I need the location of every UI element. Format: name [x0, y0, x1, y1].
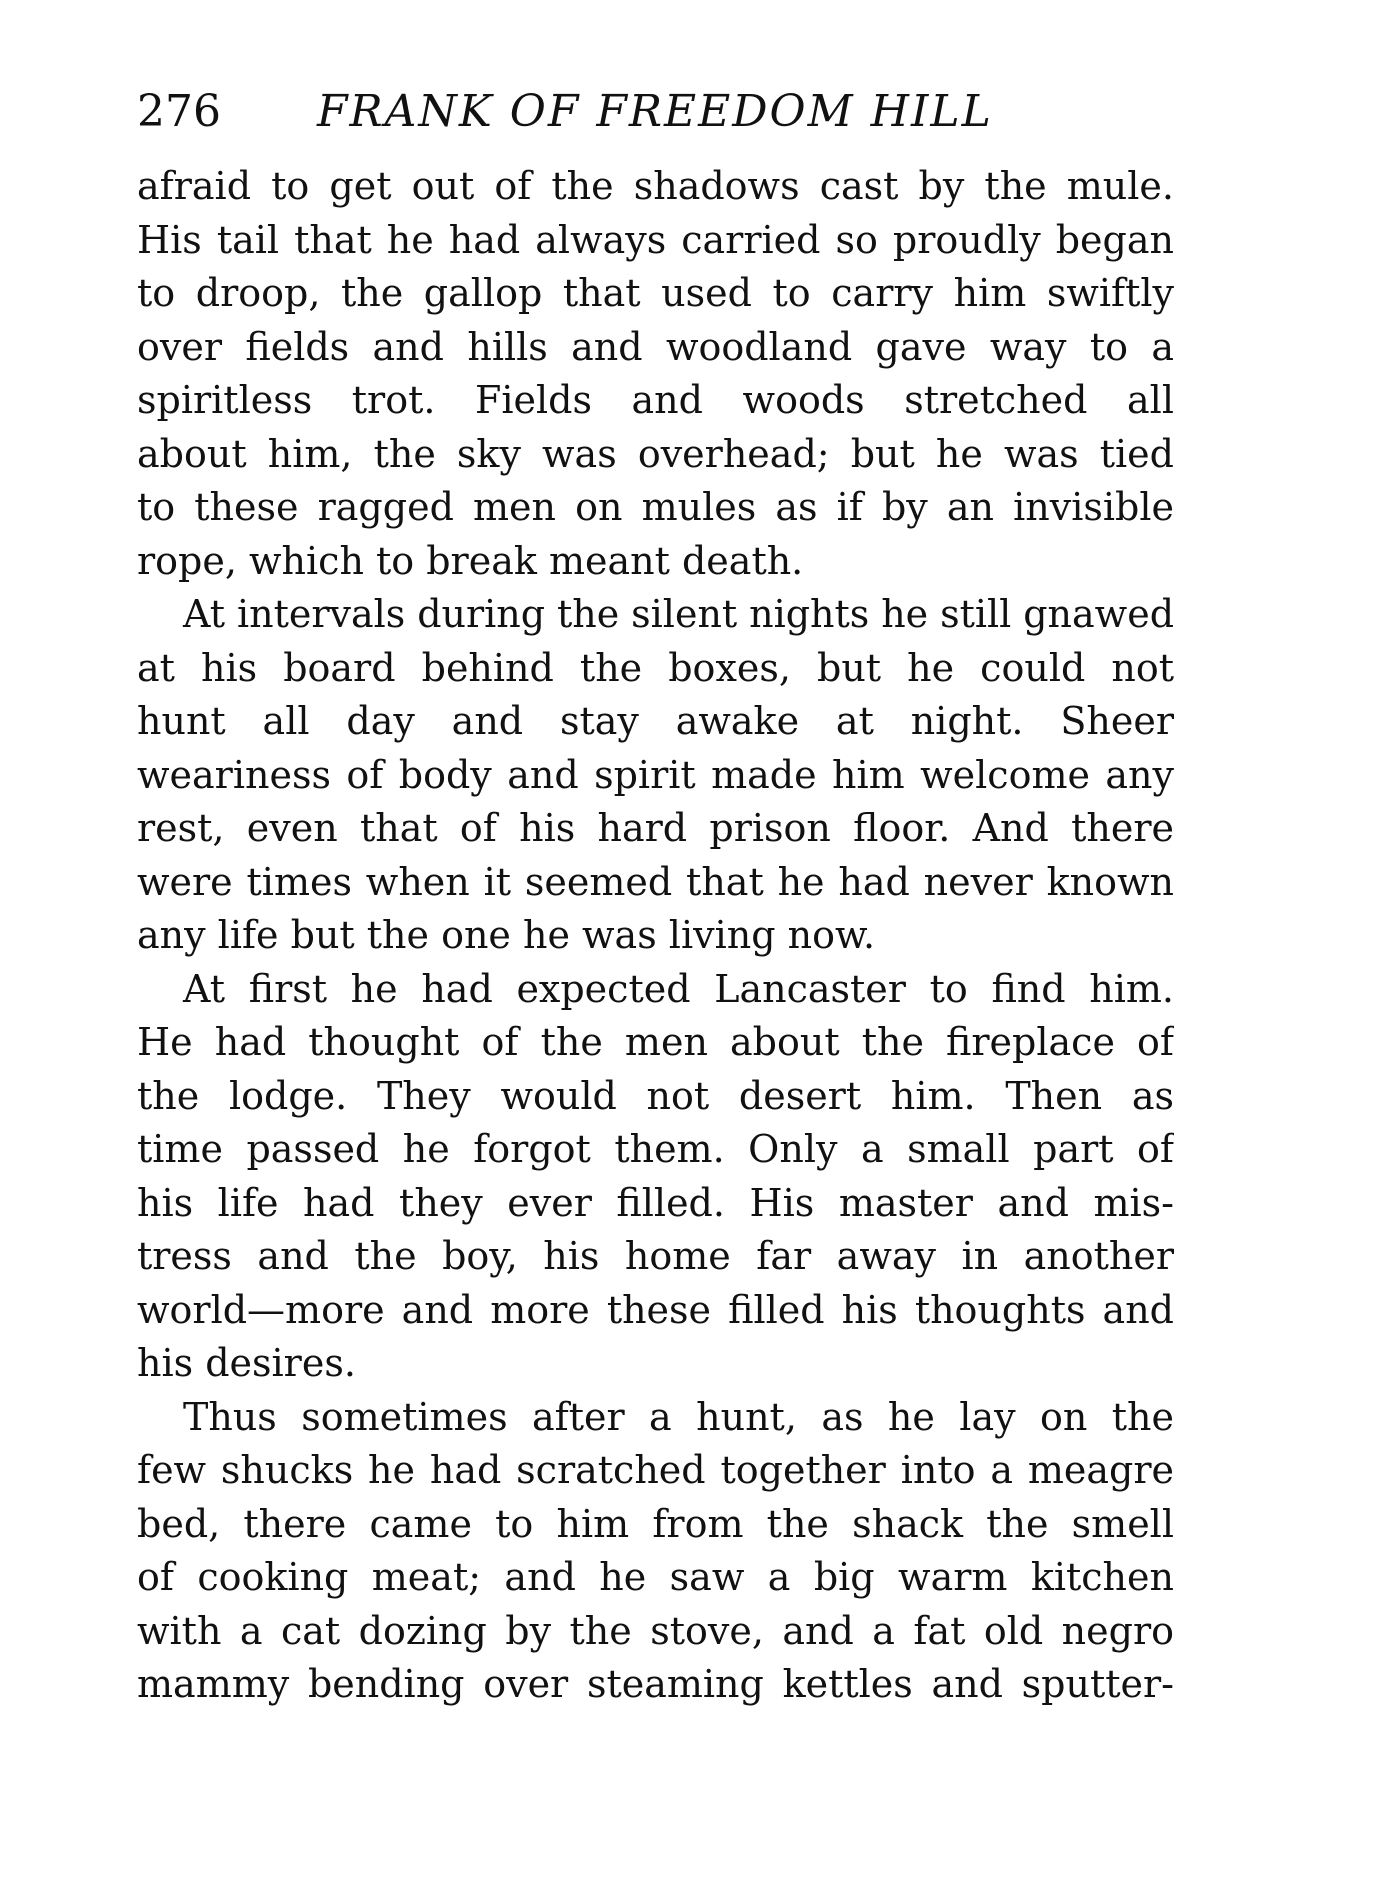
text-line: He had thought of the men about the fireplace of [137, 1020, 1174, 1064]
text-line: at his board behind the boxes, but he could not [137, 645, 1174, 690]
text-line: mammy bending over steaming kettles and sputter- [137, 1662, 1174, 1706]
text-line: over fields and hills and woodland gave way to a [137, 324, 1174, 369]
text-line: Thus sometimes after a hunt, as he lay on the [183, 1394, 1174, 1439]
text-line: about him, the sky was overhead; but he was tied [137, 431, 1174, 476]
text-line: spiritless trot. Fields and woods stretched all [137, 378, 1174, 422]
text-line: rest, even that of his hard prison floor. And there [137, 806, 1174, 850]
paragraph-1 [137, 160, 1174, 588]
text-line: his desires. [137, 1341, 356, 1385]
text-line: hunt all day and stay awake at night. Sheer [137, 699, 1174, 743]
text-line: weariness of body and spirit made him welcome any [137, 752, 1174, 797]
book-title: FRANK OF FREEDOM HILL [317, 86, 993, 137]
paragraph-4 [137, 1391, 1174, 1712]
text-line: At intervals during the silent nights he still gnawed [183, 592, 1174, 636]
paragraph-2 [137, 588, 1174, 963]
text-line: any life but the one he was living now. [137, 913, 876, 957]
text-line: tress and the boy, his home far away in another [137, 1234, 1174, 1278]
running-head [137, 82, 1177, 142]
text-line: few shucks he had scratched together into a meagre [137, 1448, 1174, 1492]
text-line: of cooking meat; and he saw a big warm kitchen [137, 1555, 1174, 1599]
text-line: His tail that he had always carried so proudly began [137, 217, 1174, 262]
page-number: 276 [137, 86, 221, 137]
text-line: time passed he forgot them. Only a small part of [137, 1127, 1174, 1171]
text-line: bed, there came to him from the shack the smell [137, 1501, 1174, 1546]
text-line: to these ragged men on mules as if by an invisible [137, 485, 1174, 529]
text-line: were times when it seemed that he had never known [137, 859, 1174, 904]
text-line: with a cat dozing by the stove, and a fat old negro [137, 1608, 1174, 1653]
text-line: rope, which to break meant death. [137, 538, 804, 583]
body-text [137, 160, 1174, 1712]
text-line: to droop, the gallop that used to carry him swiftly [137, 271, 1174, 315]
text-line: At first he had expected Lancaster to find him. [183, 966, 1174, 1011]
text-line: his life had they ever filled. His master and mis- [137, 1180, 1174, 1225]
text-line: afraid to get out of the shadows cast by the mule. [137, 164, 1174, 208]
paragraph-3 [137, 963, 1174, 1391]
text-line: world—more and more these filled his thoughts and [137, 1287, 1174, 1332]
text-line: the lodge. They would not desert him. Then as [137, 1073, 1174, 1118]
